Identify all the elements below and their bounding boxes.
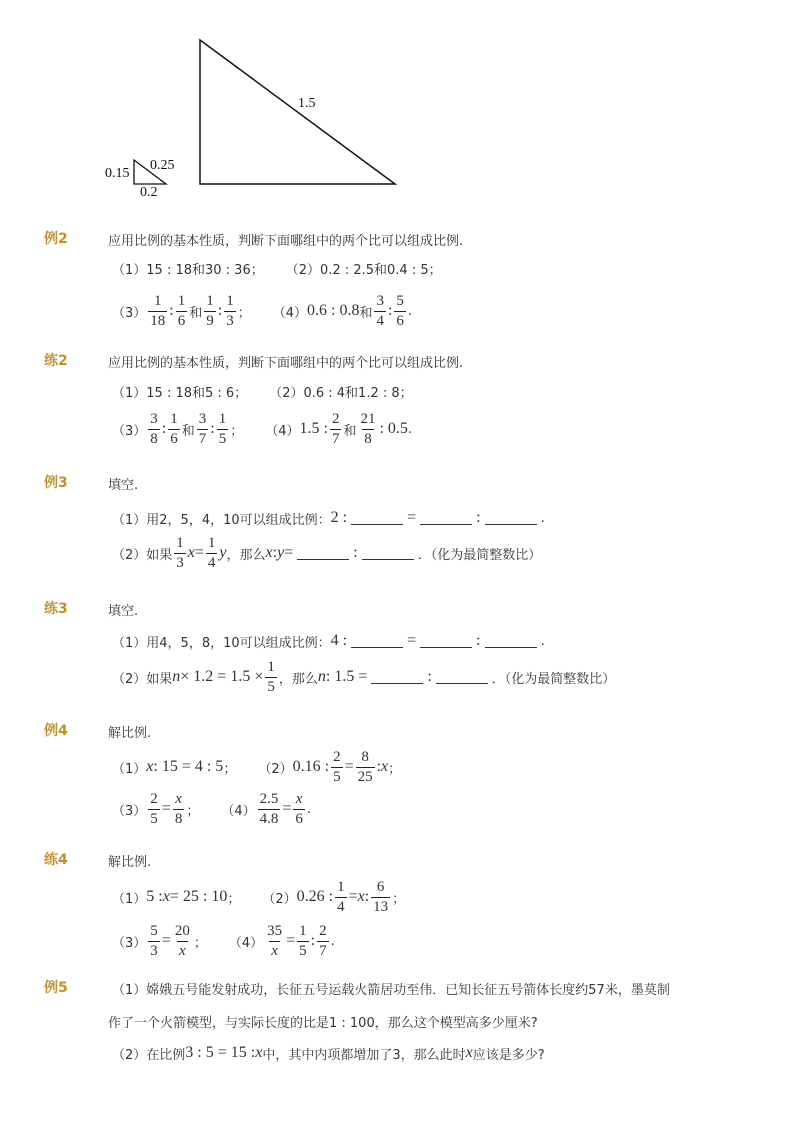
math-text: :: [169, 302, 174, 319]
problem-text: .: [330, 933, 335, 949]
math-variable: x: [187, 544, 195, 561]
fraction: [204, 293, 216, 329]
fraction: [358, 411, 377, 447]
fraction: [173, 791, 185, 827]
fraction: [330, 411, 342, 447]
fraction: [148, 791, 160, 827]
fraction-denominator: 7: [198, 430, 207, 447]
answer-blank: [362, 547, 414, 560]
math-text: =: [407, 509, 417, 526]
math-text: 4 :: [330, 632, 348, 649]
problem-text: ；: [388, 761, 402, 777]
fraction-numerator: x: [295, 791, 303, 807]
fraction-numerator: 8: [361, 749, 369, 765]
math-variable: x: [465, 1044, 473, 1061]
math-text: = 25 : 10: [169, 888, 228, 905]
problem-text: 和: [181, 423, 195, 439]
problem-line: [112, 654, 615, 700]
problem-text: ．（化为最简整数比）: [491, 671, 616, 687]
math-variable: y: [219, 544, 227, 561]
fraction-numerator: 1: [177, 293, 186, 309]
fraction: [394, 293, 406, 329]
item-stem: 应用比例的基本性质，判断下面哪组中的两个比可以组成比例.: [108, 234, 464, 249]
fraction-denominator: 6: [396, 312, 404, 329]
small-triangle-bottom-label: 0.2: [140, 185, 158, 200]
fraction: [176, 293, 188, 329]
fraction: [265, 923, 284, 959]
math-text: =: [407, 632, 417, 649]
math-text: =: [194, 544, 204, 561]
problem-text: ；: [227, 891, 241, 907]
fraction: [293, 791, 305, 827]
fraction-numerator: 20: [174, 923, 190, 939]
item-stem: 解比例.: [108, 726, 152, 741]
fraction: [173, 923, 192, 959]
problem-line: [112, 506, 545, 530]
math-variable: x: [381, 758, 389, 775]
fraction-denominator: 25: [357, 768, 373, 785]
problem-text: 和: [359, 305, 373, 321]
problem-text: （4）: [272, 305, 307, 321]
item-tag: 练3: [44, 601, 68, 617]
problem-line: [112, 787, 311, 831]
fraction: [148, 923, 160, 959]
fraction: [335, 879, 347, 915]
problem-text: ；: [186, 803, 200, 819]
math-text: =: [282, 800, 292, 817]
fraction-numerator: 1: [267, 659, 275, 675]
problem-text: （4）: [265, 423, 300, 439]
math-variable: n: [317, 668, 326, 685]
answer-blank: [297, 547, 349, 560]
problem-text: （3）: [112, 803, 147, 819]
fraction-denominator: x: [271, 942, 278, 959]
problem-text: ；: [223, 761, 237, 777]
problem-text: .: [407, 421, 413, 437]
fraction-numerator: 1: [207, 535, 216, 551]
fraction-numerator: 6: [376, 879, 385, 895]
problem-text: （2）如果: [112, 671, 173, 687]
problem-text: 和: [343, 423, 357, 439]
problem-text: 和: [189, 305, 203, 321]
math-text: =: [161, 932, 171, 949]
answer-blank: [351, 512, 403, 525]
problem-text: （3）: [112, 423, 147, 439]
problem-text: ；: [230, 423, 244, 439]
fraction: [317, 923, 329, 959]
item-tag: 练2: [44, 353, 68, 369]
fraction-denominator: 5: [150, 810, 158, 827]
fraction: [331, 749, 343, 785]
math-text: :: [427, 668, 432, 685]
fraction-numerator: 21: [360, 411, 376, 427]
fraction-numerator: 1: [154, 293, 162, 309]
fraction-denominator: 6: [170, 430, 178, 447]
fraction: [148, 293, 167, 329]
math-text: : 0.5: [379, 420, 408, 437]
fraction: [258, 791, 281, 827]
problem-text: 中，其中内项都增加了3，那么此时: [262, 1047, 466, 1063]
problem-text: （1）15 : 18和30 : 36；: [112, 262, 264, 278]
problem-text: （2）如果: [112, 547, 173, 563]
fraction-numerator: 1: [299, 923, 307, 939]
fraction-denominator: 3: [150, 942, 158, 959]
problem-text: .: [407, 303, 413, 319]
math-text: 1.5 :: [299, 420, 328, 437]
problem-text: （1）: [112, 891, 147, 907]
math-text: 5 :: [146, 888, 163, 905]
math-text: =: [344, 758, 354, 775]
problem-text: （2）0.6 : 4和1.2 : 8；: [269, 385, 413, 401]
fraction-numerator: 5: [396, 293, 404, 309]
math-text: × 1.2 = 1.5 ×: [180, 668, 264, 685]
problem-text: （4）: [228, 935, 264, 951]
fraction-denominator: 3: [226, 312, 234, 329]
problem-text: （2）0.2 : 2.5和0.4 : 5；: [285, 262, 442, 278]
item-tag: 例5: [44, 980, 68, 996]
fraction: [197, 411, 209, 447]
problem-text: ．（化为最简整数比）: [417, 547, 542, 563]
fraction-numerator: 2.5: [259, 791, 279, 807]
problem-line: [108, 1009, 538, 1033]
problem-text: 应该是多少?: [472, 1047, 545, 1063]
math-text: :: [476, 632, 481, 649]
fraction-numerator: 1: [226, 293, 234, 309]
fraction: [371, 879, 390, 915]
math-text: :: [387, 302, 393, 319]
math-text: :: [376, 758, 382, 775]
fraction-denominator: 18: [150, 312, 166, 329]
fraction-denominator: x: [178, 942, 186, 959]
fraction-denominator: 4: [376, 312, 384, 329]
fraction-denominator: 4: [337, 898, 345, 915]
fraction-denominator: 8: [150, 430, 158, 447]
fraction-denominator: 7: [319, 942, 327, 959]
fraction-denominator: 6: [295, 810, 303, 827]
problem-text: （3）: [112, 305, 147, 321]
fraction: [374, 293, 386, 329]
problem-text: （1）用2，5，4，10可以组成比例：: [112, 512, 331, 528]
item-stem: 应用比例的基本性质，判断下面哪组中的两个比可以组成比例.: [108, 356, 464, 371]
problem-text: （1）15 : 18和5 : 6；: [112, 385, 248, 401]
problem-line: [112, 406, 412, 452]
fraction-numerator: 1: [176, 535, 184, 551]
fraction-numerator: x: [175, 791, 182, 807]
fraction-denominator: 8: [364, 430, 372, 447]
large-triangle-hypotenuse-label: 1.5: [298, 96, 316, 111]
problem-text: .: [540, 633, 545, 649]
problem-line: [112, 875, 405, 919]
problem-line: [112, 379, 413, 403]
math-text: :: [161, 420, 167, 437]
math-text: 0.6 : 0.8: [307, 302, 360, 319]
large-triangle: [200, 40, 395, 184]
fraction-numerator: 1: [337, 879, 345, 895]
math-text: :: [364, 888, 370, 905]
math-text: 0.26 :: [296, 888, 334, 905]
math-text: :: [217, 302, 223, 319]
math-variable: x: [146, 758, 154, 775]
answer-blank: [420, 512, 472, 525]
answer-blank: [420, 635, 472, 648]
math-text: :: [310, 932, 316, 949]
math-text: : 1.5 =: [325, 668, 368, 685]
problem-text: ，那么: [278, 671, 318, 687]
problem-text: （2）在比例: [112, 1047, 186, 1063]
fraction-numerator: 1: [218, 411, 227, 427]
math-text: =: [286, 932, 296, 949]
math-text: =: [161, 800, 171, 817]
fraction: [265, 659, 277, 695]
answer-blank: [485, 512, 537, 525]
fraction-numerator: 1: [170, 411, 178, 427]
fraction: [297, 923, 309, 959]
fraction-denominator: 7: [331, 430, 340, 447]
fraction-numerator: 2: [150, 791, 158, 807]
problem-text: （2）: [262, 891, 297, 907]
fraction-numerator: 1: [206, 293, 214, 309]
fraction-denominator: 3: [176, 554, 184, 571]
item-tag: 例3: [44, 475, 68, 491]
answer-blank: [436, 671, 488, 684]
fraction-numerator: 35: [267, 923, 283, 939]
triangle-figure: [0, 0, 420, 209]
fraction-numerator: 2: [333, 749, 341, 765]
problem-line: [112, 747, 401, 787]
fraction-denominator: 4: [207, 554, 216, 571]
math-text: 3 : 5 = 15 :: [185, 1044, 256, 1061]
problem-line: [112, 1041, 545, 1065]
math-text: =: [284, 544, 294, 561]
problem-line: [112, 256, 442, 280]
problem-text: ，那么: [226, 547, 266, 563]
fraction-numerator: 2: [331, 411, 340, 427]
problem-line: [112, 919, 335, 963]
answer-blank: [351, 635, 403, 648]
small-triangle-hypotenuse-label: 0.25: [150, 158, 175, 173]
fraction-numerator: 3: [150, 411, 158, 427]
fraction-denominator: 4.8: [259, 810, 279, 827]
problem-line: [112, 530, 541, 576]
problem-line: [112, 629, 545, 653]
problem-text: 作了一个火箭模型，与实际长度的比是1 : 100，那么这个模型高多少厘米?: [108, 1015, 538, 1031]
math-variable: n: [172, 668, 181, 685]
problem-text: ；: [392, 891, 406, 907]
fraction-denominator: 5: [218, 430, 227, 447]
fraction-denominator: 5: [299, 942, 307, 959]
problem-text: ；: [193, 935, 207, 951]
item-tag: 例4: [44, 723, 68, 739]
problem-text: （1）用4，5，8，10可以组成比例：: [112, 635, 331, 651]
fraction: [174, 535, 186, 571]
fraction-numerator: 3: [198, 411, 207, 427]
small-triangle-left-label: 0.15: [105, 166, 130, 181]
item-stem: 填空.: [108, 604, 139, 619]
problem-text: .: [306, 801, 312, 817]
problem-text: （1）: [112, 761, 147, 777]
math-text: :: [353, 544, 358, 561]
math-text: 2 :: [330, 509, 348, 526]
fraction-numerator: 5: [150, 923, 158, 939]
fraction-denominator: 8: [174, 810, 183, 827]
math-text: : 15 = 4 : 5: [153, 758, 224, 775]
fraction-denominator: 6: [177, 312, 186, 329]
triangle-svg: [0, 0, 420, 205]
fraction: [148, 411, 160, 447]
problem-text: （3）: [112, 935, 147, 951]
fraction: [206, 535, 218, 571]
fraction-numerator: 2: [319, 923, 327, 939]
math-text: :: [210, 420, 215, 437]
problem-text: （2）: [258, 761, 293, 777]
math-variable: y: [277, 544, 285, 561]
fraction-numerator: 3: [376, 293, 384, 309]
fraction: [356, 749, 375, 785]
answer-blank: [485, 635, 537, 648]
fraction: [217, 411, 229, 447]
math-variable: x: [162, 888, 170, 905]
fraction: [224, 293, 236, 329]
answer-blank: [371, 671, 423, 684]
problem-text: .: [540, 510, 545, 526]
problem-text: （4）: [221, 803, 256, 819]
fraction-denominator: 5: [267, 678, 275, 695]
fraction-denominator: 13: [373, 898, 389, 915]
item-tag: 练4: [44, 852, 68, 868]
math-variable: x: [265, 544, 273, 561]
fraction-denominator: 5: [333, 768, 341, 785]
fraction: [168, 411, 180, 447]
math-text: :: [272, 544, 278, 561]
problem-text: ；: [237, 305, 251, 321]
problem-line: [112, 288, 412, 334]
math-variable: x: [357, 888, 365, 905]
math-text: :: [476, 509, 481, 526]
item-stem: （1）嫦娥五号能发射成功，长征五号运载火箭居功至伟．已知长征五号箭体长度约57米，墨莫制: [112, 983, 670, 998]
item-stem: 填空.: [108, 478, 139, 493]
fraction-denominator: 9: [206, 312, 214, 329]
math-text: 0.16 :: [292, 758, 330, 775]
item-stem: 解比例.: [108, 855, 152, 870]
math-variable: x: [255, 1044, 263, 1061]
math-text: =: [348, 888, 358, 905]
item-tag: 例2: [44, 231, 68, 247]
